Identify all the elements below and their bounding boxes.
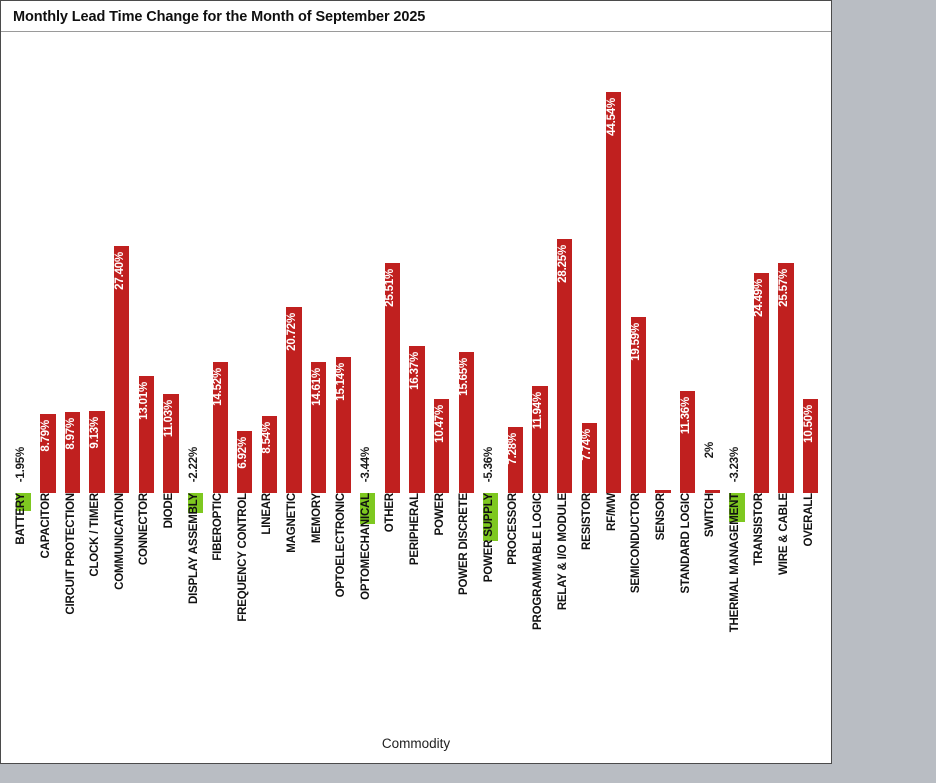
bar-value-label: 10.50% <box>802 404 815 443</box>
category-label: SWITCH <box>704 493 717 538</box>
bar-value-label: 24.49% <box>753 278 766 317</box>
bar-value-label: -3.23% <box>728 447 741 483</box>
bar-value-label: 13.01% <box>138 381 151 420</box>
category-label: PROGRAMMABLE LOGIC <box>532 493 545 630</box>
category-label: DISPLAY ASSEMBLY <box>187 493 200 604</box>
bar-value-label: 8.79% <box>39 419 52 452</box>
category-label: STANDARD LOGIC <box>679 493 692 594</box>
category-label: OTHER <box>384 493 397 533</box>
category-label: RESISTOR <box>581 493 594 550</box>
category-label: PROCESSOR <box>507 493 520 565</box>
title-divider <box>1 31 831 32</box>
category-label: DIODE <box>162 493 175 529</box>
category-label: WIRE & CABLE <box>778 493 791 575</box>
category-label: FREQUENCY CONTROL <box>236 493 249 622</box>
category-label: RF/MW <box>605 493 618 531</box>
category-label: SENSOR <box>655 493 668 541</box>
category-label: POWER SUPPLY <box>482 493 495 583</box>
category-label: RELAY & I/O MODULE <box>556 493 569 611</box>
bar-value-label: 20.72% <box>285 312 298 351</box>
category-label: THERMAL MANAGEMENT <box>728 493 741 633</box>
bar-value-label: -1.95% <box>15 447 28 483</box>
bar-value-label: 10.47% <box>433 404 446 443</box>
chart-title: Monthly Lead Time Change for the Month of September 2025 <box>13 9 426 25</box>
category-label: LINEAR <box>261 493 274 535</box>
category-axis <box>11 493 823 723</box>
bar[interactable] <box>606 92 621 493</box>
bar-value-label: -3.44% <box>359 447 372 483</box>
category-label: CAPACITOR <box>39 493 52 559</box>
category-label: OVERALL <box>802 493 815 547</box>
category-label: PERIPHERAL <box>409 493 421 566</box>
category-label: POWER DISCRETE <box>458 493 471 595</box>
bar-value-label: 6.92% <box>236 436 249 469</box>
category-label: FIBEROPTIC <box>212 493 225 561</box>
category-label: MEMORY <box>310 493 323 544</box>
bar-value-label: 11.03% <box>162 399 175 437</box>
bar-value-label: 11.36% <box>679 396 692 434</box>
bar-value-label: 19.59% <box>630 322 643 361</box>
bar-value-label: -5.36% <box>482 447 495 483</box>
bar-value-label: 28.25% <box>556 244 569 283</box>
bar-value-label: 9.13% <box>89 416 102 449</box>
bar-value-label: 16.37% <box>408 351 421 390</box>
bar-value-label: 7.28% <box>507 433 520 466</box>
bar-value-label: 11.94% <box>532 391 545 429</box>
bar-value-label: 15.65% <box>458 358 471 396</box>
bar-value-label: 44.54% <box>605 98 618 136</box>
category-label: CONNECTOR <box>138 493 151 566</box>
bar-value-label: 25.57% <box>778 268 791 307</box>
x-axis-title: Commodity <box>381 736 451 751</box>
category-label: OPTOELECTRONIC <box>335 493 348 598</box>
bar-value-label: 8.97% <box>64 418 77 450</box>
category-label: COMMUNICATION <box>113 493 126 590</box>
bar-value-label: 2% <box>704 442 717 459</box>
category-label: SEMICONDUCTOR <box>630 493 643 594</box>
bar-value-label: 14.61% <box>310 367 323 406</box>
bar-value-label: 7.74% <box>581 429 594 461</box>
bar-value-label: 14.52% <box>212 368 225 407</box>
category-label: MAGNETIC <box>285 493 298 553</box>
bar-value-label: 8.54% <box>261 422 274 454</box>
bar-value-label: -2.22% <box>187 447 200 483</box>
category-label: POWER <box>433 493 446 536</box>
category-label: TRANSISTOR <box>753 493 766 566</box>
category-label: CIRCUIT PROTECTION <box>64 493 77 615</box>
category-label: OPTOMECHANICAL <box>359 493 372 600</box>
category-label: CLOCK / TIMER <box>89 493 102 577</box>
bar-value-label: 15.14% <box>335 362 348 401</box>
category-label: BATTERY <box>15 493 28 545</box>
bar-value-label: 27.40% <box>113 252 126 291</box>
bar-value-label: 25.51% <box>384 269 397 308</box>
